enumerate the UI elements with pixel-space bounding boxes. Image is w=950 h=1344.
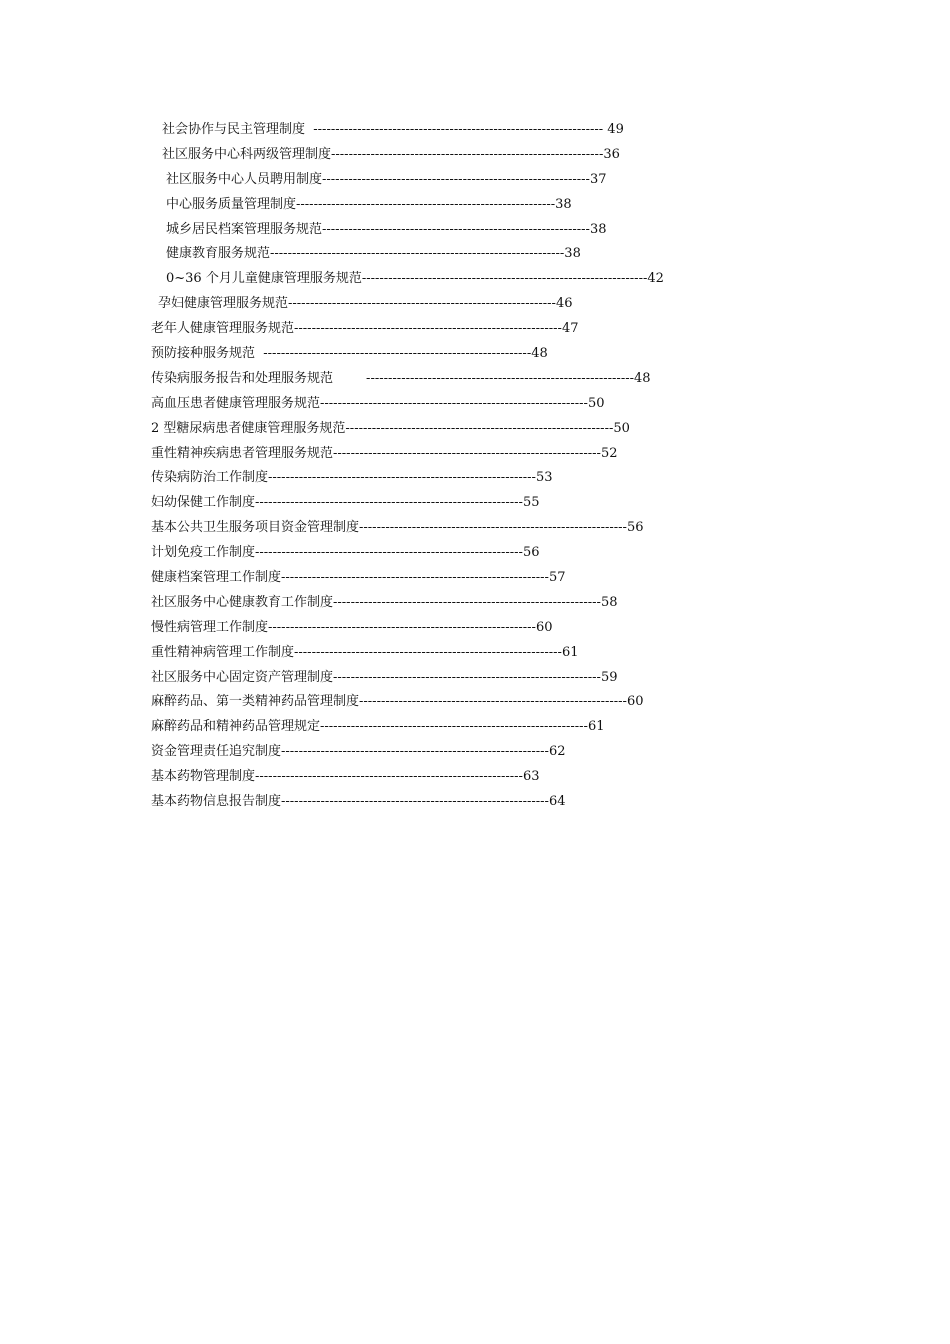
toc-entry-text: 社区服务中心固定资产管理制度-------------------------------------------------------------59 [151, 669, 618, 685]
toc-entry-text: 资金管理责任追究制度-------------------------------------------------------------62 [151, 744, 566, 760]
toc-entry-text: 传染病服务报告和处理服务规范 -------------------------------------------------------------48 [151, 370, 651, 386]
toc-entry [0, 516, 950, 541]
toc-entry-text: 重性精神疾病患者管理服务规范-------------------------------------------------------------52 [151, 445, 618, 461]
toc-entry-text: 麻醉药品和精神药品管理规定-------------------------------------------------------------61 [151, 719, 605, 735]
table-of-contents [0, 118, 950, 815]
toc-entry-text: 健康档案管理工作制度-------------------------------------------------------------57 [151, 570, 566, 586]
toc-entry-text: 妇幼保健工作制度-------------------------------------------------------------55 [151, 495, 540, 511]
toc-entry [0, 317, 950, 342]
toc-entry-text: 2 型糖尿病患者健康管理服务规范-------------------------------------------------------------50 [151, 420, 630, 436]
toc-entry [0, 616, 950, 641]
toc-entry-text: 老年人健康管理服务规范-------------------------------------------------------------47 [151, 321, 579, 337]
toc-entry-text: 传染病防治工作制度-------------------------------------------------------------53 [151, 470, 553, 486]
toc-entry [0, 118, 950, 143]
toc-entry-text: 城乡居民档案管理服务规范-------------------------------------------------------------38 [166, 221, 607, 237]
toc-entry [0, 417, 950, 442]
toc-entry [0, 715, 950, 740]
toc-entry-text: 计划免疫工作制度-------------------------------------------------------------56 [151, 545, 540, 561]
toc-entry-text: 高血压患者健康管理服务规范-------------------------------------------------------------50 [151, 395, 605, 411]
toc-entry [0, 292, 950, 317]
toc-entry [0, 666, 950, 691]
toc-entry [0, 442, 950, 467]
toc-entry-text: 社区服务中心人员聘用制度-------------------------------------------------------------37 [166, 171, 607, 187]
toc-entry-text: 预防接种服务规范 -------------------------------------------------------------48 [151, 346, 548, 362]
toc-entry [0, 765, 950, 790]
toc-entry-text: 0~36 个月儿童健康管理服务规范-----------------------------------------------------------------42 [166, 271, 664, 287]
toc-entry [0, 541, 950, 566]
toc-entry-text: 基本药物信息报告制度-------------------------------------------------------------64 [151, 794, 566, 810]
toc-entry-text: 麻醉药品、第一类精神药品管理制度-------------------------------------------------------------60 [151, 694, 644, 710]
toc-entry [0, 168, 950, 193]
toc-entry [0, 641, 950, 666]
toc-entry [0, 193, 950, 218]
toc-entry [0, 591, 950, 616]
toc-entry-text: 重性精神病管理工作制度-------------------------------------------------------------61 [151, 644, 579, 660]
toc-entry-text: 慢性病管理工作制度-------------------------------------------------------------60 [151, 619, 553, 635]
toc-entry [0, 267, 950, 292]
toc-entry [0, 466, 950, 491]
toc-entry [0, 242, 950, 267]
toc-entry-text: 社区服务中心健康教育工作制度-------------------------------------------------------------58 [151, 594, 618, 610]
toc-entry [0, 342, 950, 367]
toc-entry [0, 690, 950, 715]
toc-entry [0, 491, 950, 516]
toc-entry [0, 367, 950, 392]
toc-entry [0, 740, 950, 765]
toc-entry-text: 中心服务质量管理制度-----------------------------------------------------------38 [166, 196, 572, 212]
toc-entry-text: 孕妇健康管理服务规范-------------------------------------------------------------46 [158, 296, 573, 312]
toc-entry [0, 790, 950, 815]
toc-entry-text: 基本公共卫生服务项目资金管理制度-------------------------------------------------------------56 [151, 520, 644, 536]
toc-entry [0, 143, 950, 168]
toc-entry-text: 社会协作与民主管理制度 ------------------------------------------------------------------ 49 [162, 122, 624, 137]
toc-entry [0, 566, 950, 591]
toc-entry [0, 218, 950, 243]
toc-entry [0, 392, 950, 417]
toc-entry-text: 社区服务中心科两级管理制度--------------------------------------------------------------36 [162, 146, 620, 162]
toc-entry-text: 基本药物管理制度-------------------------------------------------------------63 [151, 769, 540, 785]
toc-entry-text: 健康教育服务规范-------------------------------------------------------------------38 [166, 246, 581, 262]
